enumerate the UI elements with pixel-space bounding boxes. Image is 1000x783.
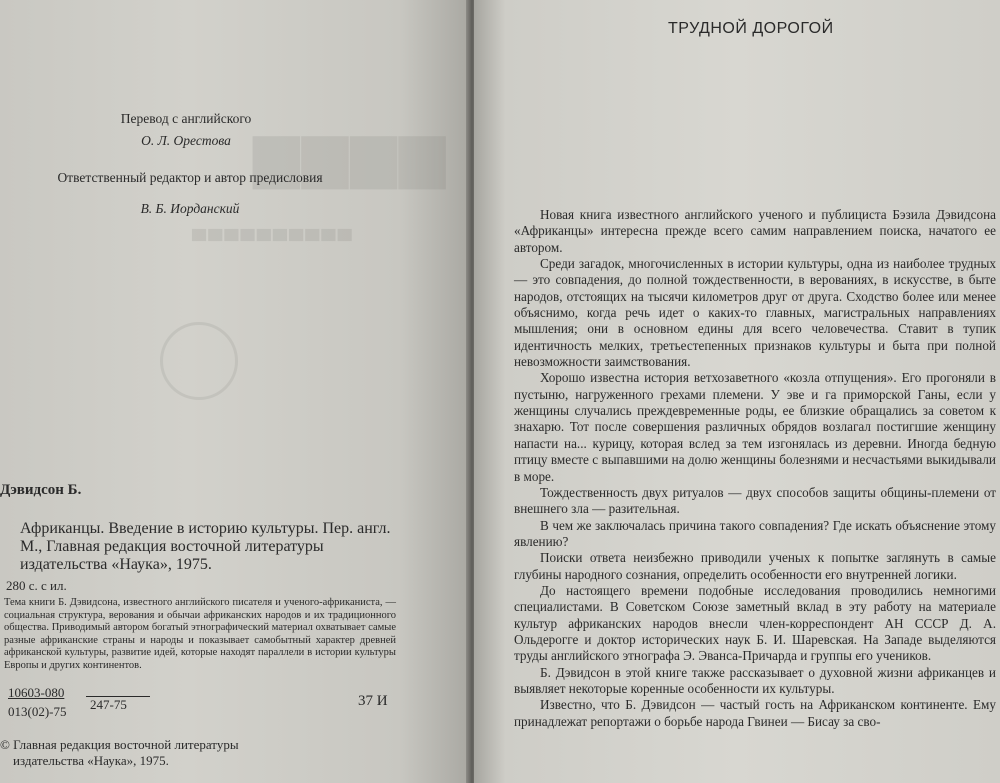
show-through-title-mark: ▆▆▆▆ (250, 122, 445, 187)
catalog-pages: 280 с. с ил. (6, 578, 67, 593)
paragraph: Б. Дэвидсон в этой книге также рассказывает о духовной жизни африканцев и выявляет некоторые коренные особенности их культуры. (514, 664, 996, 696)
catalog-annotation: Тема книги Б. Дэвидсона, известного английского писателя и ученого-африканиста, — социальная структура, верования и обычаи африканских народов и их традиционного общества. Приводимый автором богатый этнографический материал охватывает самые разные африканские страны и народы и показывает самобытный характер древней африканской культуры, развитие идей, которые находят параллели в истории культуры Европы и других континентов. (4, 597, 396, 671)
paragraph: Тождественность двух ритуалов — двух способов защиты общины-племени от внешнего зла — разительная. (514, 484, 996, 517)
catalog-code-4: 37 И (358, 693, 388, 709)
preface-text (514, 207, 996, 730)
catalog-code-1: 10603-080 (8, 685, 65, 700)
show-through-subtitle-mark: ▄▄▄▄▄▄▄▄▄▄ (190, 218, 352, 240)
translator-name: О. Л. Орестова (141, 133, 231, 148)
paragraph: В чем же заключалась причина такого совпадения? Где искать объяснение этому явлению? (514, 517, 996, 549)
copyright-line-1: © Главная редакция восточной литературы (0, 737, 239, 752)
editor-name: В. Б. Иорданский (140, 201, 240, 216)
translation-label: Перевод с английского (120, 111, 252, 126)
right-page (474, 0, 1000, 783)
copyright-notice (0, 737, 239, 769)
catalog-author: Дэвидсон Б. (0, 482, 82, 498)
catalog-description: Африканцы. Введение в историю культуры. Пер. англ. М., Главная редакция восточной литературы издательства «Наука», 1975. (20, 520, 391, 573)
catalog-code-2: 013(02)-75 (8, 704, 67, 719)
editor-label: Ответственный редактор и автор предисловия (57, 170, 323, 185)
paragraph: Известно, что Б. Дэвидсон — частый гость на Африканском континенте. Ему принадлежат репортажи о борьбе народа Гвинеи — Бисау за сво- (514, 697, 996, 729)
paragraph: До настоящего времени подобные исследования проводились немногими специалистами. В Советском Союзе заметный вклад в эту работу на материале культур африканских народов внесли член-корреспондент АН СССР Д. А. Ольдерогге и доктор исторических наук Б. И. Шаревская. На Западе выделяются труды английского этнографа Э. Эванса-Причарда и группы его учеников. (514, 582, 996, 664)
catalog-code-3: 247-75 (86, 696, 150, 713)
left-page (0, 0, 470, 783)
show-through-emblem (160, 322, 238, 400)
paragraph: Хорошо известна история ветхозаветного «козла отпущения». Его прогоняли в пустыню, нагруженного грехами племени. У эве и га приморской Ганы, если у женщины случались преждевременные роды, ее близкие обращались за советом к знахарю. Тот после совершения различных обрядов возлагал постигшие женщину напасти на... курицу, которая вслед за тем изгонялась из деревни. Иногда бедную птицу вместе с выпавшими на долю женщины болезнями и несчастьями выкидывали в море. (514, 370, 996, 484)
copyright-line-2: издательства «Наука», 1975. (13, 753, 169, 768)
paragraph: Среди загадок, многочисленных в истории культуры, одна из наиболее трудных — это совпадения, до полной тождественности, в верованиях, в искусстве, в быте народов, отстоящих на тысячи километров друг от друга. Сходство более или менее объяснимо, когда речь идет о каких-то главных, магистральных направлениях мышления; они в основном едины для всего человечества. Ставит в тупик идентичность мелких, третьестепенных признаков культуры и быта при полной невозможности заимствования. (514, 256, 996, 370)
paragraph: Новая книга известного английского ученого и публициста Бэзила Дэвидсона «Африканцы» интересна прежде всего самим направлением поиска, начатого ее автором. (514, 207, 996, 255)
paragraph: Поиски ответа неизбежно приводили ученых к попытке заглянуть в самые глубины народного сознания, определить особенности его внутренней логики. (514, 550, 996, 582)
running-head: ТРУДНОЙ ДОРОГОЙ (668, 20, 834, 37)
